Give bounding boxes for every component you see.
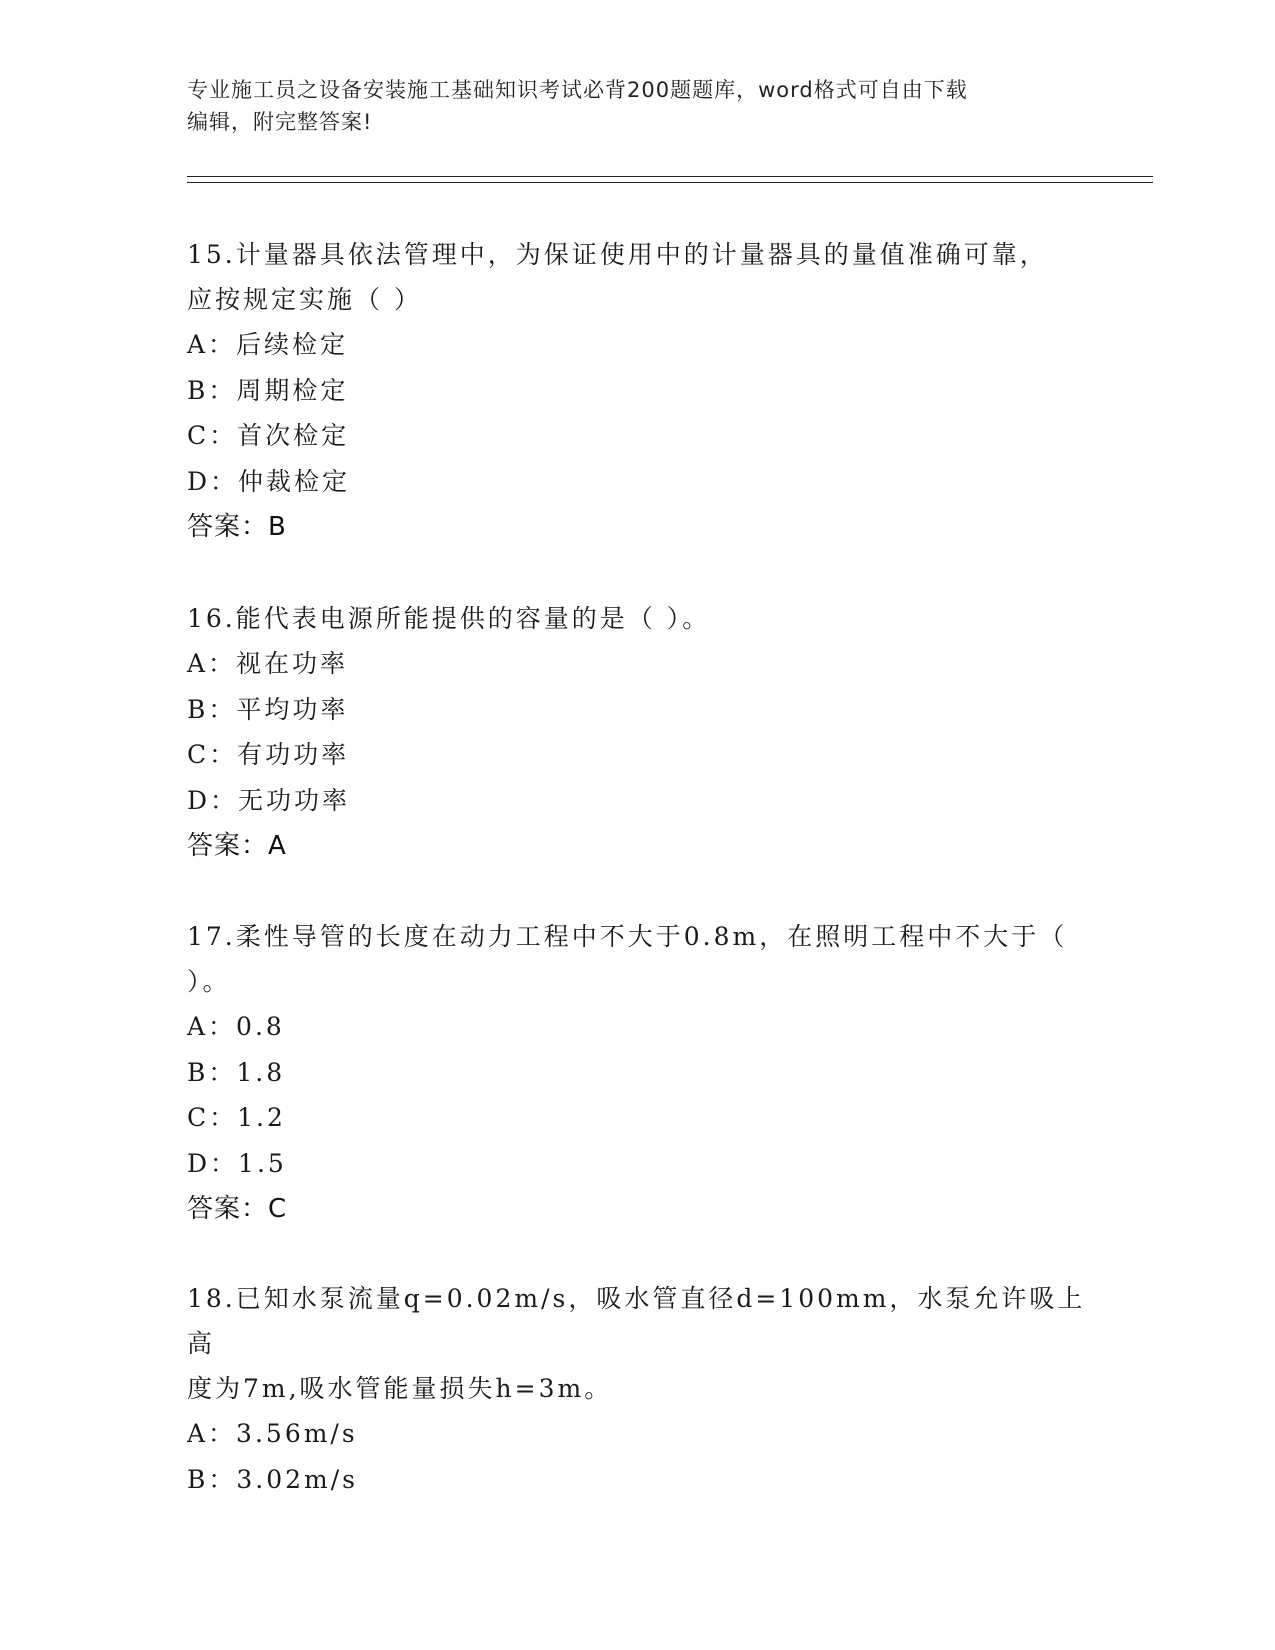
question-stem: 15.计量器具依法管理中，为保证使用中的计量器具的量值准确可靠，	[187, 240, 1048, 269]
option-c: C：有功功率	[187, 740, 350, 769]
option-b: B：1.8	[187, 1057, 286, 1087]
header-line-1: 专业施工员之设备安装施工基础知识考试必背200题题库，word格式可自由下载	[187, 78, 968, 102]
option-d: D：仲裁检定	[187, 466, 351, 496]
option-d: D：1.5	[187, 1148, 287, 1178]
question-17	[187, 914, 1087, 1232]
header-line-2: 编辑，附完整答案!	[187, 110, 373, 134]
option-a: A：后续检定	[187, 330, 349, 359]
option-a: A：3.56m/s	[187, 1419, 358, 1448]
option-b: B：平均功率	[187, 694, 349, 724]
question-stem: 17.柔性导管的长度在动力工程中不大于0.8m，在照明工程中不大于（	[187, 922, 1068, 951]
question-18	[187, 1276, 1087, 1502]
question-stem: 18.已知水泵流量q=0.02m/s，吸水管直径d=100mm，水泵允许吸上高	[187, 1284, 1086, 1358]
option-b: B：周期检定	[187, 375, 349, 405]
option-a: A：视在功率	[187, 649, 349, 678]
question-15	[187, 232, 1087, 550]
answer: 答案：A	[187, 831, 287, 861]
option-c: C：首次检定	[187, 421, 350, 450]
option-a: A：0.8	[187, 1012, 285, 1041]
option-c: C：1.2	[187, 1103, 286, 1132]
question-stem: 应按规定实施（ ）	[187, 285, 422, 314]
question-16	[187, 596, 1087, 869]
question-stem: 16.能代表电源所能提供的容量的是（ ）。	[187, 604, 711, 633]
answer: 答案：C	[187, 1194, 288, 1224]
answer: 答案：B	[187, 512, 287, 542]
option-d: D：无功功率	[187, 785, 351, 815]
header-divider-bottom	[187, 182, 1153, 183]
question-stem: ）。	[187, 967, 231, 996]
document-header	[187, 74, 1087, 138]
option-b: B：3.02m/s	[187, 1464, 358, 1494]
question-stem: 度为7m,吸水管能量损失h=3m。	[187, 1374, 613, 1403]
header-divider-top	[187, 176, 1153, 177]
